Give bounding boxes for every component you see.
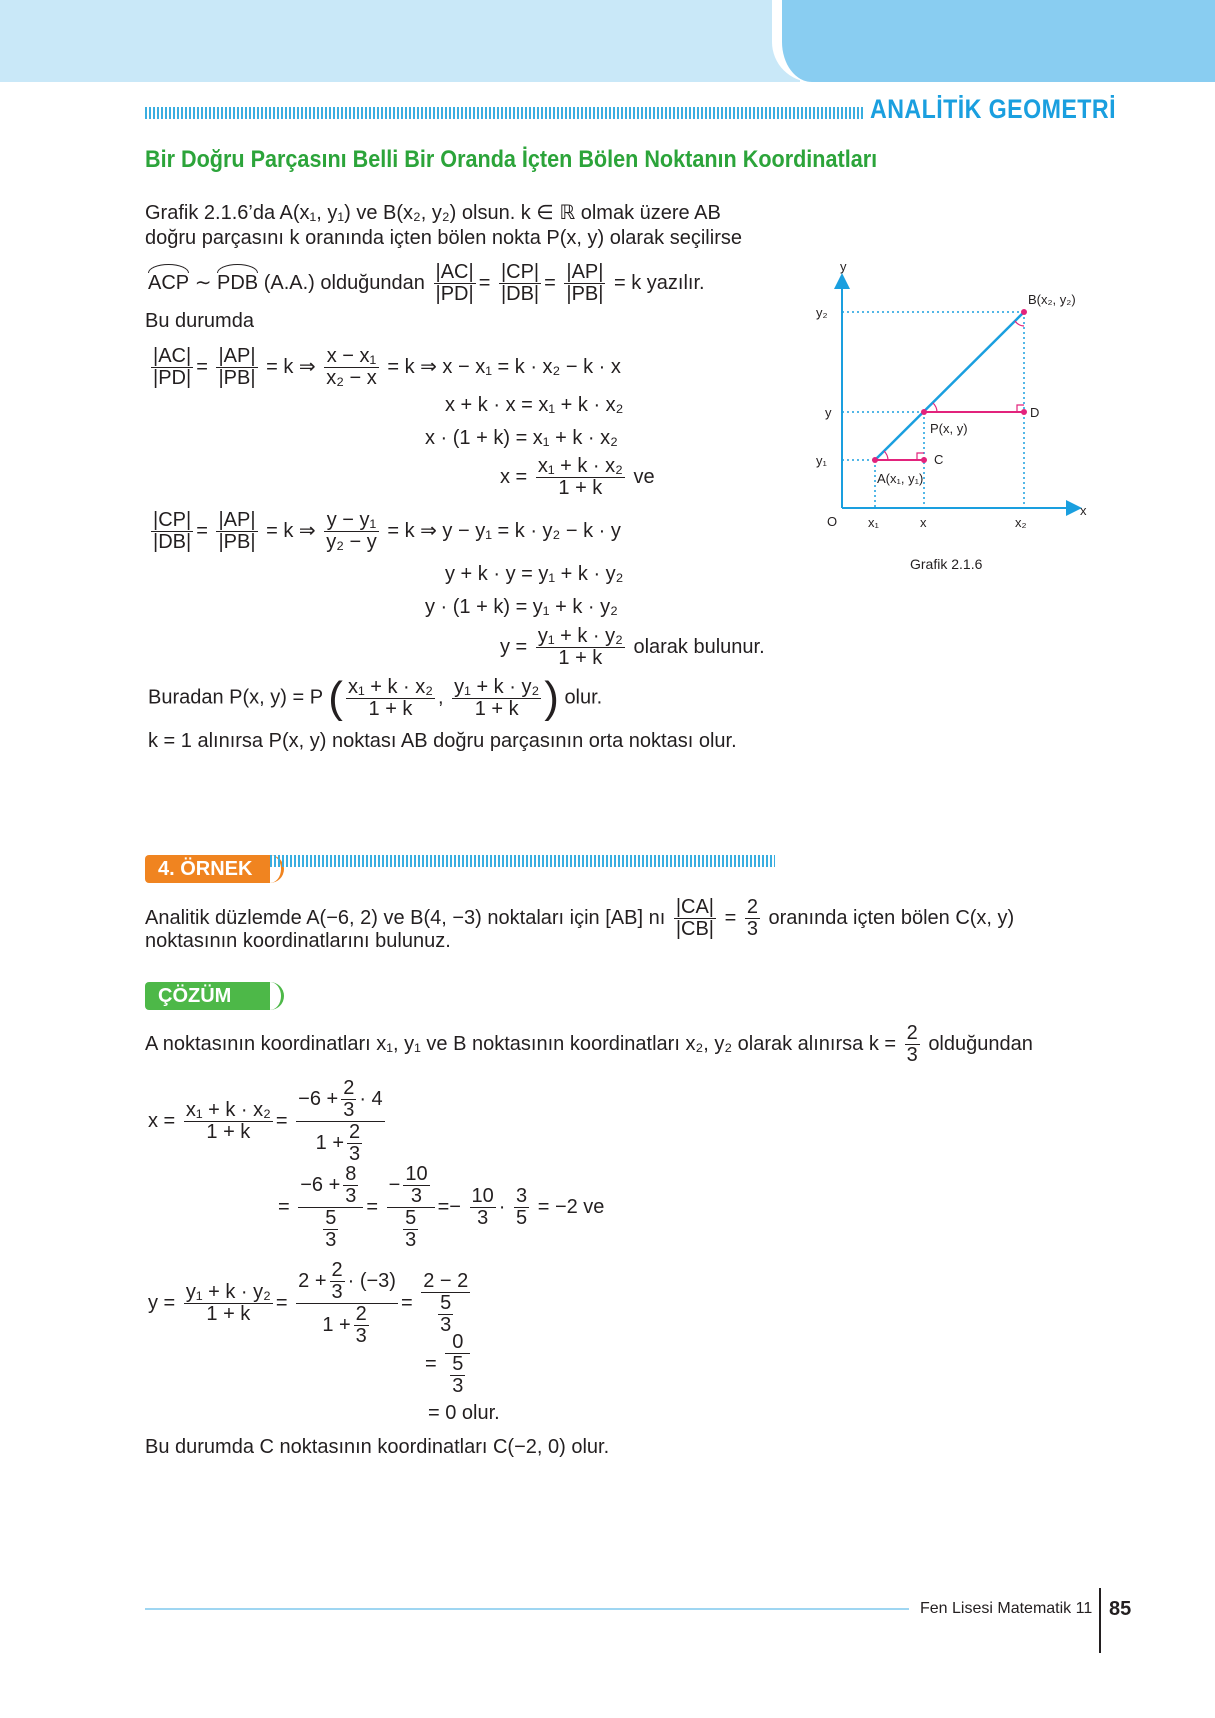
eq7: y · (1 + k) = y₁ + k · y₂ [425, 596, 618, 618]
frac-den: 1 + $\frac{2}{3}$ [322, 1303, 367, 1347]
page-number: 85 [1109, 1598, 1132, 1620]
frac-y-step [421, 1271, 470, 1336]
frac-y [324, 510, 379, 553]
eq3: x · (1 + k) = x₁ + k · x₂ [425, 427, 618, 449]
frac-num: |CA| [675, 896, 715, 918]
y-left: y = [148, 1291, 176, 1314]
frac-num: |CP| [500, 261, 540, 283]
eq-tail: = k yazılır. [614, 271, 705, 294]
frac-den: |CB| [675, 918, 715, 940]
solution-line-1 [145, 1023, 1033, 1066]
header-band-left [0, 0, 800, 82]
label-x-axis: x [1080, 503, 1087, 518]
frac-3-5: $\frac{3}{5}$ [516, 1185, 528, 1229]
frac-zero [445, 1332, 470, 1397]
label-a: A(x₁, y₁) [877, 471, 924, 486]
similar-symbol: ∼ [194, 271, 212, 294]
frac-den: 1 + k [558, 477, 603, 499]
frac-num: x₁ + k · x₂ [347, 675, 434, 698]
implies-text: = k ⇒ [266, 355, 316, 378]
page-heading: Bir Doğru Parçasını Belli Bir Oranda İçten Bölen Noktanın Koordinatları [145, 146, 878, 173]
frac-num: y − y₁ [324, 510, 379, 532]
solution-tag-label: ÇÖZÜM [158, 985, 232, 1007]
angle-mark-b [1015, 321, 1024, 326]
solution-x-line-2: = −6 + $\frac{8}{3}$ $\frac{5}{3}$ = − $\frac{10}{3}$ $\frac{5}{3}$ =− $\frac{10}{3}$ · $\frac{3}{5}$ = −2 ve [278, 1163, 605, 1251]
frac-x-result [536, 456, 625, 499]
frac-num: |AP| [218, 345, 256, 367]
eq4 [500, 456, 655, 499]
frac-num: −6 + $\frac{2}{3}$ · 4 [298, 1077, 383, 1121]
frac-py [452, 677, 541, 720]
tag-tail [267, 982, 284, 1010]
derivation-x-line: $\frac{|AC|}{|PD|}$ = $\frac{|AP|}{|PB|}$ = k ⇒ $\frac{\text{x − x₁}}{\text{x₂ − x}}$ = k ⇒ x − x₁ = k · x₂ − k · x [153, 345, 621, 389]
frac-num: |AP| [218, 509, 256, 531]
label-c: C [934, 452, 944, 467]
section-title: ANALİTİK GEOMETRİ [870, 94, 1116, 124]
frac-den: x₂ − x [326, 367, 377, 389]
frac-num: −6 + $\frac{8}{3}$ [298, 1164, 363, 1208]
solution-line-1a: A noktasının koordinatları x₁, y₁ ve B noktasının koordinatları x₂, y₂ olarak alınırsa k = [145, 1032, 897, 1055]
frac-den: 1 + k [368, 697, 413, 720]
frac-den: y₂ − y [326, 531, 377, 553]
eq5-tail: = k ⇒ y − y₁ = k · y₂ − k · y [387, 519, 621, 542]
frac-den: $\frac{5}{3}$ [452, 1353, 464, 1397]
example-tag [145, 855, 270, 883]
frac-num: x₁ + k · x₂ [185, 1099, 271, 1121]
frac-den: 3 [906, 1044, 918, 1066]
implies-text: = k ⇒ [266, 519, 316, 542]
bu-durumda: Bu durumda [145, 310, 254, 332]
frac-x-formula [184, 1100, 273, 1143]
example-tag-label: 4. ÖRNEK [158, 858, 253, 880]
frac-ap-pb-3 [216, 510, 257, 553]
frac-ap-pb-2 [216, 346, 257, 389]
frac-den: 1 + k [206, 1303, 251, 1325]
solution-tag [145, 982, 270, 1010]
label-b: B(x₂, y₂) [1028, 292, 1076, 307]
graph-2-1-6 [800, 255, 1120, 585]
frac-cp-db [499, 262, 541, 305]
frac-ac-pd [434, 262, 476, 305]
point-d [1021, 409, 1027, 415]
frac-num: y₁ + k · y₂ [454, 675, 540, 698]
frac-den: |DB| [153, 531, 192, 553]
frac-den: 1 + k [474, 697, 519, 720]
eq8-tail: olarak bulunur. [633, 635, 765, 658]
frac-num: − $\frac{10}{3}$ [387, 1164, 435, 1208]
example-line-1a: Analitik düzlemde A(−6, 2) ve B(4, −3) noktaları için [AB] nı [145, 906, 666, 929]
angle-mark-a [884, 451, 888, 460]
point-c [921, 457, 927, 463]
frac-2-3-b [905, 1023, 920, 1066]
graph-caption: Grafik 2.1.6 [910, 556, 983, 572]
point-p [921, 409, 927, 415]
frac-ca-cb [674, 897, 716, 940]
frac-den: 1 + k [558, 647, 603, 669]
solution-y-line: y = $\frac{\text{y₁ + k · y₂}}{1 + k}$ = 2 + $\frac{2}{3}$ · (−3) 1 + $\frac{2}{3}$ = $\frac{2 - 2}{\frac{5}{3}}$ [148, 1259, 469, 1347]
frac-den: |PD| [435, 283, 474, 305]
frac-num: y₁ + k · y₂ [537, 625, 623, 647]
point-a [872, 457, 878, 463]
frac-den: |PB| [218, 531, 256, 553]
arc-acp: ACP [148, 271, 190, 294]
label-y2: y₂ [816, 305, 828, 320]
frac-num: |AC| [435, 261, 474, 283]
frac-num: 0 [445, 1332, 470, 1354]
intro-line-1: Grafik 2.1.6’da A(x₁, y₁) ve B(x₂, y₂) olsun. k ∈ ℝ olmak üzere AB [145, 202, 721, 224]
frac-x-step [298, 1164, 363, 1251]
eq4-left: x = [500, 465, 528, 488]
similarity-line: ACP ∼ PDB (A.A.) olduğundan $\frac{|AC|}{|PD|}$ = $\frac{|CP|}{|DB|}$ = $\frac{|AP|}{|PB|}$ = k yazılır. [148, 261, 705, 305]
eq-sign: = [724, 906, 737, 929]
frac-y-sub [296, 1260, 398, 1347]
frac-den: 1 + k [206, 1121, 251, 1143]
frac-num: |CP| [153, 509, 192, 531]
y-result: = 0 olur. [428, 1402, 500, 1424]
example-line-1b: oranında içten bölen C(x, y) [768, 906, 1015, 929]
intro-line-2: doğru parçasını k oranında içten bölen nokta P(x, y) olarak seçilirse [145, 227, 742, 249]
frac-x [324, 346, 379, 389]
eq8 [500, 626, 765, 669]
label-x1: x₁ [868, 515, 879, 530]
frac-den: $\frac{5}{3}$ [325, 1207, 337, 1251]
frac-ac-pd-2 [151, 346, 193, 389]
eq8-left: y = [500, 635, 528, 658]
result-line: Buradan P(x, y) = P ( $\frac{\text{x₁ + k · x₂}}{1 + k}$ , $\frac{\text{y₁ + k · y₂}}{1 + k}$ ) olur. [148, 673, 603, 722]
label-y: y [825, 405, 832, 420]
frac-den: 1 + $\frac{2}{3}$ [315, 1121, 361, 1165]
frac-num: |AC| [153, 345, 192, 367]
x-result: = −2 ve [537, 1195, 605, 1218]
solution-x-line: x = $\frac{\text{x₁ + k · x₂}}{1 + k}$ = −6 + $\frac{2}{3}$ · 4 1 + $\frac{2}{3}$ [148, 1077, 383, 1165]
example-line-2: noktasının koordinatlarını bulunuz. [145, 930, 451, 952]
frac-den: $\frac{5}{3}$ [440, 1292, 452, 1336]
frac-num: 2 [746, 896, 758, 918]
k1-line: k = 1 alınırsa P(x, y) noktası AB doğru parçasının orta noktası olur. [148, 730, 737, 752]
eq2: x + k · x = x₁ + k · x₂ [445, 394, 624, 416]
solution-y-line-2: = $\frac{0}{\frac{5}{3}}$ [425, 1332, 473, 1397]
eq1-tail: = k ⇒ x − x₁ = k · x₂ − k · x [387, 355, 621, 378]
frac-ap-pb [564, 262, 605, 305]
frac-num: 2 + $\frac{2}{3}$ · (−3) [298, 1259, 396, 1303]
eq6: y + k · y = y₁ + k · y₂ [445, 563, 624, 585]
footer-divider [1099, 1588, 1101, 1653]
frac-num: y₁ + k · y₂ [185, 1281, 271, 1303]
label-y-axis: y [840, 259, 847, 274]
label-x: x [920, 515, 927, 530]
frac-num: x₁ + k · x₂ [537, 455, 623, 477]
frac-num: 2 − 2 [423, 1270, 469, 1292]
solution-line-1b: olduğundan [928, 1032, 1033, 1055]
frac-cp-db-2 [151, 510, 193, 553]
label-d: D [1030, 405, 1040, 420]
segment-ab [875, 312, 1024, 460]
header-band-right [772, 0, 1215, 82]
result-tail: olur. [564, 686, 603, 709]
label-y1: y₁ [816, 453, 827, 468]
frac-num: 2 [906, 1022, 918, 1044]
label-origin: O [827, 514, 838, 529]
result-left: Buradan P(x, y) = P [148, 686, 323, 709]
angle-mark-p [933, 403, 937, 412]
frac-num: |AP| [566, 261, 604, 283]
frac-2-3 [745, 897, 760, 940]
label-p: P(x, y) [930, 421, 968, 436]
example-tick-rule [270, 855, 775, 867]
solution-final: Bu durumda C noktasının koordinatları C(−2, 0) olur. [145, 1436, 610, 1458]
frac-y-result [536, 626, 625, 669]
frac-den: |PD| [153, 367, 192, 389]
label-x2: x₂ [1015, 515, 1027, 530]
arc-pdb: PDB [217, 271, 259, 294]
frac-den: $\frac{5}{3}$ [405, 1207, 417, 1251]
point-b [1021, 309, 1027, 315]
frac-den: |DB| [500, 283, 540, 305]
frac-x-step2 [387, 1164, 435, 1251]
frac-px [346, 677, 435, 720]
derivation-y-line: $\frac{|CP|}{|DB|}$ = $\frac{|AP|}{|PB|}$ = k ⇒ $\frac{\text{y − y₁}}{\text{y₂ − y}}$ = k ⇒ y − y₁ = k · y₂ − k · y [153, 509, 621, 553]
frac-den: |PB| [218, 367, 256, 389]
eq4-tail: ve [633, 465, 655, 488]
frac-den: |PB| [566, 283, 604, 305]
frac-10-3: $\frac{10}{3}$ [471, 1185, 494, 1229]
frac-num: x − x₁ [324, 346, 379, 368]
header-tick-rule [145, 107, 863, 119]
footer-book-title: Fen Lisesi Matematik 11 [920, 1600, 1093, 1617]
footer-rule [145, 1608, 909, 1610]
aa-text: (A.A.) olduğundan [263, 271, 425, 294]
frac-y-formula [184, 1282, 273, 1325]
x-left: x = [148, 1109, 176, 1132]
frac-x-sub [296, 1078, 385, 1165]
frac-den: 3 [746, 918, 758, 940]
